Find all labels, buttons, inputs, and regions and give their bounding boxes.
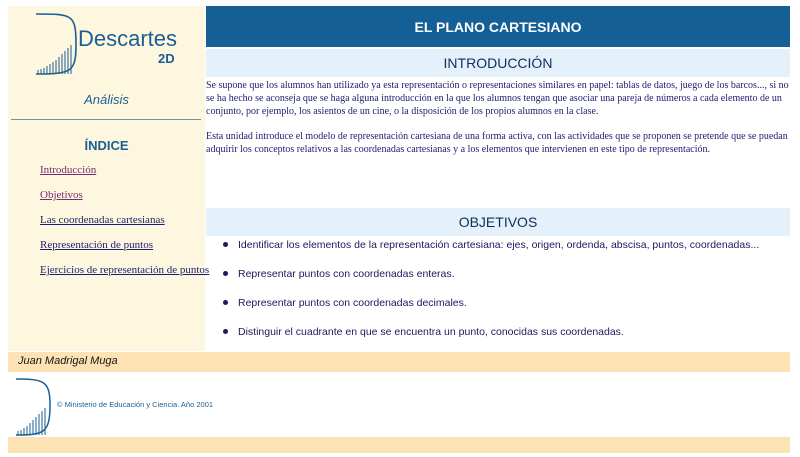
section-name: Análisis	[84, 92, 129, 107]
footer-logo-icon[interactable]	[14, 377, 56, 437]
sidebar	[8, 6, 210, 351]
author-name: Juan Madrigal Muga	[18, 355, 118, 367]
sidebar-divider	[11, 119, 201, 120]
index-title: ÍNDICE	[84, 138, 129, 153]
objective-item: Representar puntos con coordenadas decimales.	[206, 296, 790, 325]
objectives-heading: OBJETIVOS	[206, 208, 790, 236]
objective-item: Representar puntos con coordenadas enteras.	[206, 267, 790, 296]
sidebar-item-objetivos[interactable]: Objetivos	[40, 189, 83, 201]
objective-item: Identificar los elementos de la representación cartesiana: ejes, origen, ordenda, abscisa, puntos, coordenadas...	[206, 238, 790, 267]
page-title: EL PLANO CARTESIANO	[206, 6, 790, 47]
bottom-bar	[8, 437, 790, 453]
objective-item: Distinguir el cuadrante en que se encuentra un punto, conocidas sus coordenadas.	[206, 325, 790, 354]
sidebar-item-coordenadas[interactable]: Las coordenadas cartesianas	[40, 214, 165, 226]
objectives-list	[206, 238, 790, 354]
descartes-logo[interactable]	[32, 10, 192, 80]
sidebar-item-introduccion[interactable]: Introducción	[40, 164, 97, 176]
author-bar	[8, 352, 790, 372]
copyright-text: © Ministerio de Educación y Ciencia. Año 2001	[57, 400, 214, 409]
intro-paragraph-1: Se supone que los alumnos han utilizado ya esta representación o representaciones similares en papel: tablas de datos, juego de los barcos..., si no se ha hecho se aconseja que se haga alguna introducción en la que los alumnos tengan que asociar una pareja de números a cada elemento de un conjunto, por ejemplo, los asientos de un cine, o la disposición de los propios alumnos en la clase.	[206, 80, 789, 117]
sidebar-item-ejercicios[interactable]: Ejercicios de representación de puntos	[40, 264, 210, 276]
sidebar-item-representacion[interactable]: Representación de puntos	[40, 239, 154, 251]
intro-paragraph-2: Esta unidad introduce el modelo de representación cartesiana de una forma activa, con las actividades que se proponen se pretende que se puedan adquirir los conceptos relativos a las coordenadas cartesianas y a los elementos que intervienen en este tipo de representación.	[206, 131, 788, 155]
logo-suffix: 2D	[158, 51, 175, 66]
logo-wordmark: Descartes	[78, 26, 178, 51]
intro-heading: INTRODUCCIÓN	[206, 49, 790, 77]
